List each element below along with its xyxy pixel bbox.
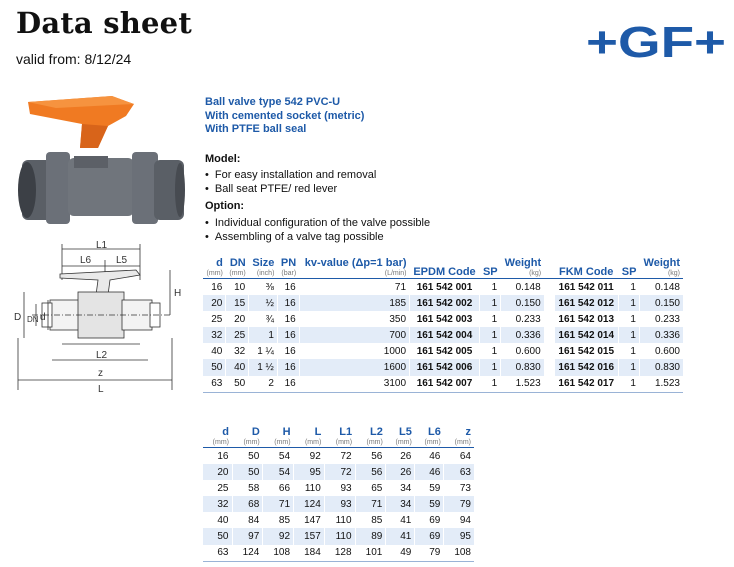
table-row — [203, 327, 683, 343]
option-heading: Option: — [205, 200, 245, 212]
table-cell: 72 — [324, 448, 355, 465]
column-header-label: D — [251, 426, 260, 438]
column-unit: (mm) — [229, 270, 246, 277]
table-cell: 16 — [277, 279, 299, 296]
column-header-label: H — [282, 426, 291, 438]
model-heading: Model: — [205, 153, 241, 165]
table-cell: 110 — [324, 512, 355, 528]
column-header — [444, 427, 474, 448]
label-H: H — [174, 288, 182, 299]
column-header-label: SP — [482, 266, 498, 278]
table-cell: 1 — [618, 311, 639, 327]
column-header-label: SP — [621, 266, 637, 278]
table-cell: 110 — [324, 528, 355, 544]
option-list — [205, 216, 430, 244]
table-cell: 73 — [444, 480, 474, 496]
table-cell: 50 — [226, 376, 249, 393]
dimension-drawing — [12, 240, 192, 408]
label-DN: DN — [27, 315, 39, 324]
column-unit: (L/min) — [384, 270, 407, 277]
table-row — [203, 311, 683, 327]
table-cell: 1.523 — [501, 376, 544, 393]
table-cell: 20 — [203, 464, 232, 480]
table-cell: 66 — [263, 480, 294, 496]
table-cell: 157 — [294, 528, 325, 544]
table-cell: 1 — [618, 359, 639, 375]
table-cell: 50 — [203, 359, 226, 375]
table-cell: 147 — [294, 512, 325, 528]
product-line: With PTFE ball seal — [205, 123, 307, 135]
column-header — [277, 258, 299, 279]
product-line: Ball valve type 542 PVC-U — [205, 96, 341, 108]
page-title: Data sheet — [16, 6, 192, 40]
column-header — [501, 258, 544, 279]
table-row — [203, 528, 474, 544]
table-cell: 161 542 014 — [554, 327, 618, 343]
column-unit: (kg) — [667, 270, 680, 277]
table-cell: 2 — [249, 376, 278, 393]
table-cell: 65 — [355, 480, 386, 496]
column-header-label: Weight — [643, 257, 680, 269]
table-row — [203, 295, 683, 311]
table-row — [203, 496, 474, 512]
table-cell: 1 — [618, 279, 639, 296]
table-cell: 63 — [444, 464, 474, 480]
column-header — [249, 258, 278, 279]
column-header-label: z — [465, 426, 471, 438]
column-header-label: DN — [229, 257, 246, 269]
table-cell: 16 — [277, 295, 299, 311]
table-cell: 84 — [232, 512, 263, 528]
valid-from-date: valid from: 8/12/24 — [16, 51, 132, 67]
table-row — [203, 376, 683, 393]
table-cell: 34 — [386, 496, 415, 512]
table-cell: 184 — [294, 545, 325, 562]
table-cell: 59 — [415, 496, 444, 512]
table-cell: 69 — [415, 528, 444, 544]
table-cell: 40 — [226, 359, 249, 375]
column-header — [410, 258, 480, 279]
column-header — [294, 427, 325, 448]
table-cell: 64 — [444, 448, 474, 465]
column-header-label: FKM Code — [559, 266, 614, 278]
table-cell: 0.336 — [639, 327, 683, 343]
label-L2: L2 — [96, 350, 108, 361]
label-z: z — [98, 368, 103, 379]
table-header-row — [203, 258, 683, 279]
table-cell: 1 — [618, 327, 639, 343]
column-unit: (mm) — [243, 439, 260, 446]
table-cell: 15 — [226, 295, 249, 311]
table-cell: 94 — [444, 512, 474, 528]
gf-logo-text: +GF+ — [586, 21, 726, 63]
table-cell: 95 — [294, 464, 325, 480]
table-cell: 350 — [299, 311, 409, 327]
table-cell: 41 — [386, 512, 415, 528]
column-header — [355, 427, 386, 448]
table-cell: 50 — [232, 464, 263, 480]
column-unit: (mm) — [274, 439, 291, 446]
table-cell: 58 — [232, 480, 263, 496]
table-row — [203, 279, 683, 296]
column-header — [226, 258, 249, 279]
label-D: D — [14, 312, 22, 323]
table-cell: 32 — [203, 327, 226, 343]
table-cell: 56 — [355, 464, 386, 480]
column-unit: (mm) — [366, 439, 383, 446]
dimensions-table — [203, 427, 474, 562]
table-cell: 161 542 001 — [410, 279, 480, 296]
table-cell: 0.148 — [639, 279, 683, 296]
column-header-label: kv-value (Δp=1 bar) — [304, 257, 407, 269]
column-header-label: d — [216, 257, 223, 269]
table-cell: 1 — [249, 327, 278, 343]
column-header-label: L2 — [369, 426, 383, 438]
label-L5: L5 — [116, 255, 128, 266]
table-cell: 72 — [324, 464, 355, 480]
column-unit: (bar) — [281, 270, 297, 277]
table-cell: 25 — [211, 313, 223, 325]
column-unit: (mm) — [424, 439, 441, 446]
table-cell: 1 ¼ — [249, 343, 278, 359]
column-header — [263, 427, 294, 448]
table-cell: 50 — [232, 448, 263, 465]
table-cell: 41 — [386, 528, 415, 544]
table-cell: 10 — [226, 279, 249, 296]
column-header-label: d — [222, 426, 229, 438]
column-header — [203, 427, 232, 448]
table-cell: 161 542 015 — [554, 343, 618, 359]
table-cell: 93 — [324, 480, 355, 496]
table-cell: 0.148 — [501, 279, 544, 296]
table-cell: 20 — [226, 311, 249, 327]
order-table — [203, 258, 683, 393]
column-header — [386, 427, 415, 448]
table-cell: 85 — [263, 512, 294, 528]
table-cell: 0.233 — [639, 311, 683, 327]
column-header-label: Size — [252, 257, 275, 269]
table-cell: 32 — [203, 496, 232, 512]
table-cell: 16 — [277, 311, 299, 327]
product-description — [205, 96, 364, 137]
table-cell: 101 — [355, 545, 386, 562]
table-cell: 32 — [226, 343, 249, 359]
column-header-label: EPDM Code — [413, 266, 476, 278]
table-row — [203, 480, 474, 496]
table-cell: 54 — [263, 464, 294, 480]
model-list — [205, 168, 376, 196]
table-cell: 0.600 — [639, 343, 683, 359]
table-cell: ½ — [249, 295, 278, 311]
table-cell: 63 — [203, 545, 232, 562]
column-header — [479, 258, 500, 279]
table-cell: 1 — [479, 359, 500, 375]
list-item: • For easy installation and removal — [205, 168, 376, 182]
table-cell: 92 — [294, 448, 325, 465]
column-header-label: Weight — [504, 257, 542, 269]
table-cell: 16 — [203, 279, 226, 296]
table-row — [203, 448, 474, 465]
table-cell: 1 — [479, 279, 500, 296]
valve-photo — [16, 96, 188, 232]
table-header-row — [203, 427, 474, 448]
table-cell: 71 — [263, 496, 294, 512]
table-cell: 0.600 — [501, 343, 544, 359]
table-cell: 1000 — [299, 343, 409, 359]
table-cell: 16 — [277, 343, 299, 359]
table-row — [203, 359, 683, 375]
table-cell: 69 — [415, 512, 444, 528]
table-cell: 108 — [444, 545, 474, 562]
label-L1: L1 — [96, 240, 108, 251]
product-line: With cemented socket (metric) — [205, 109, 365, 122]
table-cell: 1 — [618, 295, 639, 311]
table-cell: 161 542 003 — [410, 311, 480, 327]
table-cell: 1600 — [299, 359, 409, 375]
table-cell: 1 — [479, 327, 500, 343]
list-item: • Individual configuration of the valve possible — [205, 216, 430, 230]
column-header — [299, 258, 409, 279]
column-unit: (kg) — [529, 270, 542, 277]
table-cell: 26 — [386, 448, 415, 465]
column-header-label: L1 — [339, 426, 353, 438]
table-cell: 0.830 — [501, 359, 544, 375]
table-cell: 161 542 013 — [554, 311, 618, 327]
table-row — [203, 545, 474, 562]
table-cell: 161 542 007 — [410, 376, 480, 393]
table-cell: 93 — [324, 496, 355, 512]
list-item: • Ball seat PTFE/ red lever — [205, 182, 376, 196]
column-unit: (inch) — [256, 270, 275, 277]
column-unit: (mm) — [304, 439, 322, 446]
table-cell: 161 542 011 — [554, 279, 618, 296]
table-cell: 54 — [263, 448, 294, 465]
table-cell: 1 — [479, 311, 500, 327]
table-cell: 161 542 005 — [410, 343, 480, 359]
table-cell: 40 — [211, 345, 223, 357]
column-header — [639, 258, 683, 279]
label-L: L — [98, 384, 104, 395]
column-header-label: L6 — [427, 426, 441, 438]
column-unit: (mm) — [206, 270, 223, 277]
label-L6: L6 — [80, 255, 92, 266]
table-cell: 108 — [263, 545, 294, 562]
table-cell: 16 — [277, 359, 299, 375]
table-cell: 85 — [355, 512, 386, 528]
table-cell: 26 — [386, 464, 415, 480]
table-cell: 46 — [415, 464, 444, 480]
table-cell: 49 — [386, 545, 415, 562]
column-header — [415, 427, 444, 448]
table-cell: 79 — [444, 496, 474, 512]
table-cell: 1 — [479, 295, 500, 311]
table-cell: 20 — [203, 295, 226, 311]
table-cell: 0.150 — [501, 295, 544, 311]
table-cell: 68 — [232, 496, 263, 512]
table-cell: 97 — [232, 528, 263, 544]
table-cell: 16 — [277, 327, 299, 343]
table-cell: 0.150 — [639, 295, 683, 311]
table-cell: 16 — [203, 448, 232, 465]
table-row — [203, 464, 474, 480]
table-cell: 128 — [324, 545, 355, 562]
table-cell: 161 542 004 — [410, 327, 480, 343]
table-cell: 71 — [299, 279, 409, 296]
table-cell: 0.336 — [501, 327, 544, 343]
table-cell: 110 — [294, 480, 325, 496]
table-cell: 79 — [415, 545, 444, 562]
column-header-label: L — [314, 426, 322, 438]
table-cell: 63 — [203, 376, 226, 393]
table-cell: 700 — [299, 327, 409, 343]
gf-logo — [586, 21, 726, 63]
column-header-label: L5 — [398, 426, 412, 438]
table-cell: 0.233 — [501, 311, 544, 327]
table-cell: 161 542 012 — [554, 295, 618, 311]
column-unit: (mm) — [454, 439, 471, 446]
table-cell: 50 — [203, 528, 232, 544]
column-unit: (mm) — [395, 439, 412, 446]
table-cell: 59 — [415, 480, 444, 496]
table-row — [203, 343, 683, 359]
table-cell: 124 — [294, 496, 325, 512]
table-cell: 71 — [355, 496, 386, 512]
table-cell: 1 ½ — [249, 359, 278, 375]
table-cell: 46 — [415, 448, 444, 465]
table-cell: 161 542 016 — [554, 359, 618, 375]
table-cell: 1 — [618, 376, 639, 393]
table-cell: 92 — [263, 528, 294, 544]
table-cell: 1.523 — [639, 376, 683, 393]
table-cell: 95 — [444, 528, 474, 544]
table-cell: 161 542 017 — [554, 376, 618, 393]
column-header — [232, 427, 263, 448]
table-cell: 25 — [217, 482, 229, 494]
column-unit: (mm) — [335, 439, 353, 446]
column-header — [324, 427, 355, 448]
table-cell: 56 — [355, 448, 386, 465]
column-header-label: PN — [280, 257, 297, 269]
table-cell: ⅜ — [249, 279, 278, 296]
table-cell: 16 — [277, 376, 299, 393]
table-cell: 161 542 002 — [410, 295, 480, 311]
table-cell: ¾ — [249, 311, 278, 327]
column-header — [203, 258, 226, 279]
table-row — [203, 512, 474, 528]
table-cell: 34 — [386, 480, 415, 496]
table-cell: 89 — [355, 528, 386, 544]
column-header — [618, 258, 639, 279]
table-cell: 3100 — [299, 376, 409, 393]
table-cell: 185 — [299, 295, 409, 311]
table-cell: 1 — [479, 376, 500, 393]
label-d: d — [40, 312, 46, 323]
table-cell: 161 542 006 — [410, 359, 480, 375]
table-cell: 40 — [217, 514, 229, 526]
column-unit: (mm) — [212, 439, 229, 446]
column-header — [554, 258, 618, 279]
table-cell: 1 — [618, 343, 639, 359]
list-item: • Assembling of a valve tag possible — [205, 230, 430, 244]
table-cell: 25 — [226, 327, 249, 343]
table-cell: 0.830 — [639, 359, 683, 375]
table-cell: 1 — [479, 343, 500, 359]
table-cell: 124 — [232, 545, 263, 562]
